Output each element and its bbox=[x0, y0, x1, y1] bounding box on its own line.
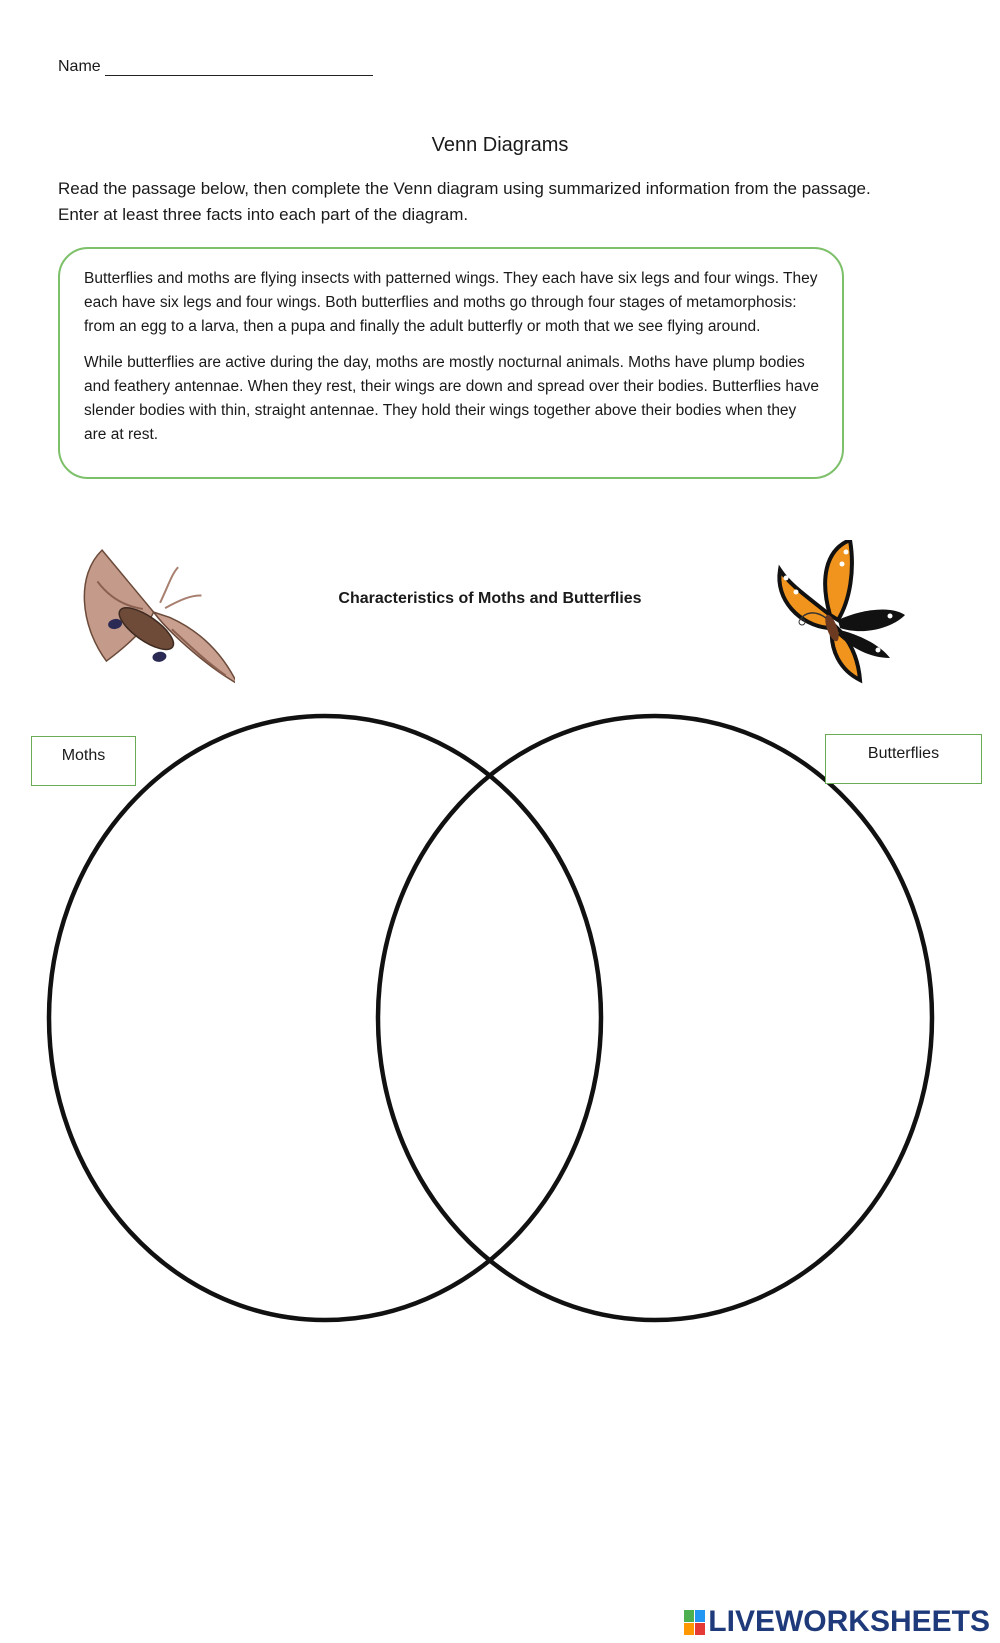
butterflies-label-box: Butterflies bbox=[825, 734, 982, 784]
passage-paragraph-1: Butterflies and moths are flying insects with patterned wings. They each have six legs and four wings. They each have six legs and four wings. Both butterflies and moths go through four stages of metamorphosis: from an egg to a larva, then a pupa and finally the adult butterfly or moth that we see flying around. bbox=[84, 270, 818, 335]
moths-label-box: Moths bbox=[31, 736, 136, 786]
page-title: Venn Diagrams bbox=[431, 134, 569, 156]
passage-box bbox=[58, 247, 844, 479]
butterfly-image bbox=[760, 540, 910, 690]
venn-heading: Characteristics of Moths and Butterflies bbox=[338, 590, 642, 607]
brand-footer[interactable] bbox=[684, 1605, 990, 1639]
venn-diagram bbox=[0, 700, 1000, 1340]
name-label: Name bbox=[58, 58, 101, 75]
name-line[interactable] bbox=[105, 59, 373, 76]
instructions-line-1: Read the passage below, then complete the Venn diagram using summarized information from the passage. bbox=[58, 179, 871, 198]
name-field bbox=[58, 58, 373, 76]
venn-circle-butterflies[interactable] bbox=[378, 716, 932, 1320]
brand-name: LIVEWORKSHEETS bbox=[708, 1605, 990, 1638]
instructions-line-2: Enter at least three facts into each part of the diagram. bbox=[58, 205, 469, 224]
moth-image bbox=[75, 532, 235, 707]
venn-circle-moths[interactable] bbox=[49, 716, 601, 1320]
passage-paragraph-2: While butterflies are active during the day, moths are mostly nocturnal animals. Moths have plump bodies and feathery antennae. When they rest, their wings are down and spread over their bodies. Butterflies have slender bodies with thin, straight antennae. They hold their wings together above their bodies when they are at rest. bbox=[84, 354, 819, 443]
liveworksheets-logo-icon bbox=[684, 1610, 706, 1636]
instructions bbox=[58, 176, 958, 228]
